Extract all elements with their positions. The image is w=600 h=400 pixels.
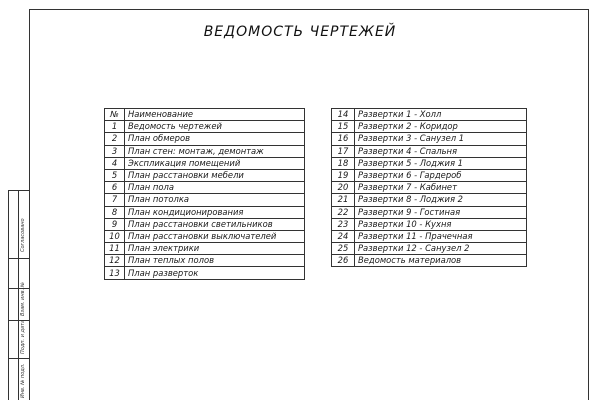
row-name: План кондиционирования [125,206,305,218]
row-number: 14 [332,109,355,121]
side-stamp-line [8,258,29,259]
row-number: 11 [105,243,125,255]
row-number: 4 [105,157,125,169]
row-name: План потолка [125,194,305,206]
table-row [332,182,527,194]
row-number: 12 [105,255,125,267]
row-name: План расстановки мебели [125,169,305,181]
table-row [105,121,305,133]
row-name: Развертки 12 - Санузел 2 [355,243,527,255]
row-number: 2 [105,133,125,145]
row-number: 9 [105,218,125,230]
row-number: 15 [332,121,355,133]
table-row [105,169,305,181]
table-row [105,206,305,218]
side-stamp-label: Согласовано [20,218,26,252]
row-name: Развертки 6 - Гардероб [355,169,527,181]
row-number: 1 [105,121,125,133]
row-name: Развертки 3 - Санузел 1 [355,133,527,145]
row-number: 19 [332,169,355,181]
row-name: Развертки 1 - Холл [355,109,527,121]
header-name: Наименование [125,109,305,121]
row-number: 8 [105,206,125,218]
row-number: 25 [332,243,355,255]
table-row [332,133,527,145]
table-row [332,230,527,242]
row-name: Развертки 5 - Лоджия 1 [355,157,527,169]
row-number: 13 [105,267,125,279]
row-name: План расстановки светильников [125,218,305,230]
side-stamp-label: Подп. и дата [20,319,26,354]
table-row [105,145,305,157]
row-number: 5 [105,169,125,181]
row-number: 3 [105,145,125,157]
table-row [332,243,527,255]
frame-border-top [29,9,589,10]
header-num: № [105,109,125,121]
row-name: Развертки 2 - Коридор [355,121,527,133]
row-number: 10 [105,230,125,242]
side-stamp [8,190,29,400]
row-name: Развертки 11 - Прачечная [355,230,527,242]
side-stamp-line [8,358,29,359]
row-name: План расстановки выключателей [125,230,305,242]
row-name: Развертки 4 - Спальня [355,145,527,157]
table-row [332,157,527,169]
drawings-table-right [331,108,527,267]
row-number: 26 [332,255,355,267]
table-row [332,194,527,206]
row-number: 20 [332,182,355,194]
row-name: Экспликация помещений [125,157,305,169]
row-name: Развертки 8 - Лоджия 2 [355,194,527,206]
row-number: 23 [332,218,355,230]
row-number: 16 [332,133,355,145]
row-name: План пола [125,182,305,194]
row-number: 17 [332,145,355,157]
table-row [105,218,305,230]
table-row [332,206,527,218]
row-number: 24 [332,230,355,242]
table-row [105,267,305,279]
page-title: ВЕДОМОСТЬ ЧЕРТЕЖЕЙ [203,24,397,40]
table-row [332,121,527,133]
row-name: Ведомость материалов [355,255,527,267]
row-name: Развертки 9 - Гостиная [355,206,527,218]
row-name: План разверток [125,267,305,279]
row-name: План теплых полов [125,255,305,267]
table-row [105,182,305,194]
table-row [105,243,305,255]
row-number: 6 [105,182,125,194]
table-row [105,133,305,145]
row-name: Развертки 7 - Кабинет [355,182,527,194]
row-number: 18 [332,157,355,169]
frame-border-right [588,9,589,400]
table-header-row [105,109,305,121]
row-number: 7 [105,194,125,206]
table-row [332,145,527,157]
table-row [332,218,527,230]
row-name: План стен: монтаж, демонтаж [125,145,305,157]
row-name: Ведомость чертежей [125,121,305,133]
side-stamp-label: Взам. инв. № [20,282,26,316]
side-stamp-label: Инв. № подл. [20,363,26,398]
table-row [105,255,305,267]
table-row [105,230,305,242]
table-row [332,169,527,181]
row-number: 22 [332,206,355,218]
table-row [332,109,527,121]
row-name: План обмеров [125,133,305,145]
table-row [105,194,305,206]
row-name: Развертки 10 - Кухня [355,218,527,230]
table-row [105,157,305,169]
table-row [332,255,527,267]
row-name: План электрики [125,243,305,255]
side-stamp-line [8,190,29,191]
drawings-table-left [104,108,305,280]
frame-border-left [29,9,30,400]
row-number: 21 [332,194,355,206]
